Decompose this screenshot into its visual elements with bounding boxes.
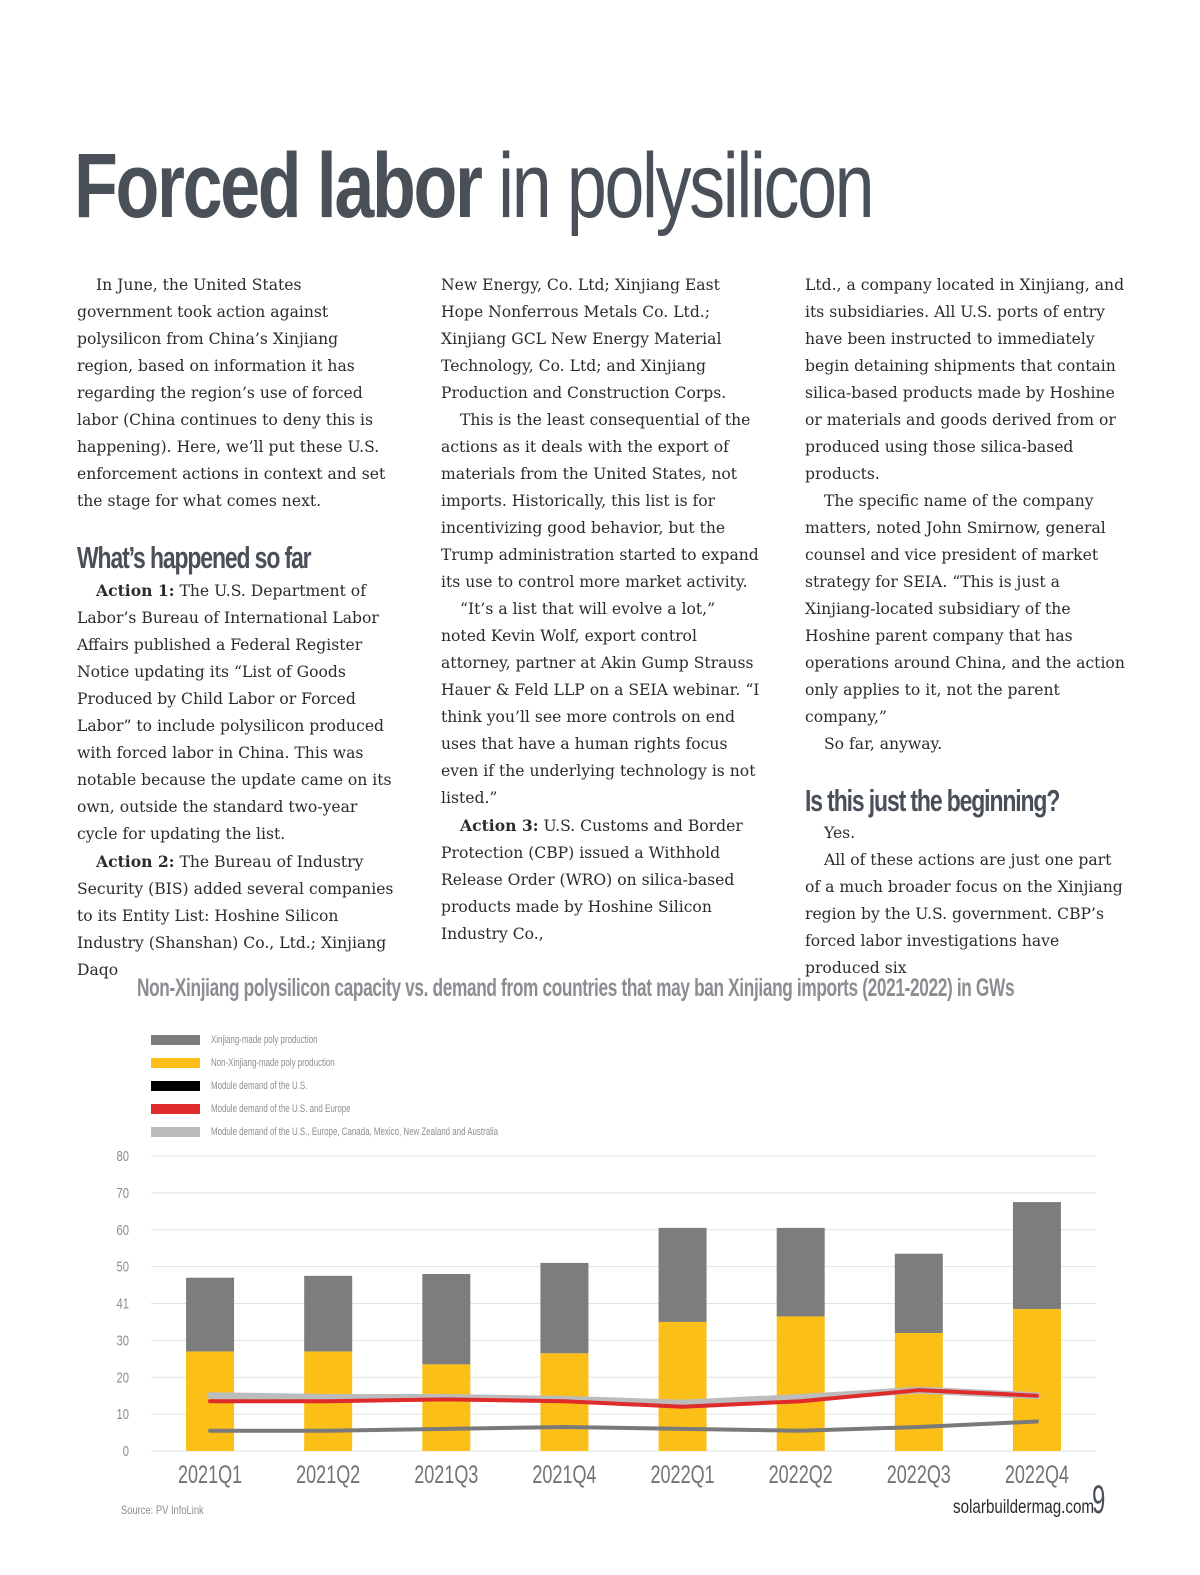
- bar-xinjiang: [895, 1254, 943, 1333]
- chart-source: Source: PV InfoLink: [121, 1503, 204, 1517]
- x-category-label: 2022Q4: [1004, 1460, 1069, 1489]
- bar-non-xinjiang: [186, 1351, 234, 1451]
- legend-swatch: [151, 1058, 200, 1068]
- legend-swatch: [151, 1104, 200, 1114]
- action-label: Action 2:: [96, 852, 175, 871]
- x-category-label: 2021Q1: [178, 1460, 243, 1489]
- bar-non-xinjiang: [895, 1333, 943, 1451]
- x-category-label: 2021Q4: [532, 1460, 597, 1489]
- line-module-demand-us: [210, 1422, 1037, 1431]
- paragraph: Yes.: [824, 824, 856, 842]
- y-tick-label: 41: [116, 1294, 129, 1312]
- action-text: The U.S. Department of Labor’s Bureau of International Labor Affairs published a Federal Register Notice updating its “List of Goods Produced by Child Labor or Forced Labor” to include polysilicon produced with forced labor in China. This was notable because the update came on its own, outside the standard two-year cycle for updating the list.: [77, 582, 392, 843]
- bar-non-xinjiang: [659, 1322, 707, 1451]
- paragraph: This is the least consequential of the actions as it deals with the export of materials from the United States, not imports. Historically, this list is for incentivizing good behavior, but the Trump administration started to expand its use to control more market activity.: [441, 411, 759, 591]
- paragraph: So far, anyway.: [824, 735, 943, 753]
- bar-xinjiang: [304, 1276, 352, 1352]
- y-tick-label: 70: [116, 1184, 129, 1202]
- subhead-beginning: Is this just the beginning?: [805, 783, 1060, 818]
- bar-non-xinjiang: [1013, 1309, 1061, 1451]
- headline-light: in polysilicon: [480, 135, 873, 237]
- legend-label: Module demand of the U.S.: [211, 1080, 308, 1092]
- page-number: 9: [1092, 1478, 1106, 1522]
- legend-label: Module demand of the U.S., Europe, Canada, Mexico, New Zealand and Australia: [211, 1126, 499, 1138]
- paragraph: New Energy, Co. Ltd; Xinjiang East Hope Nonferrous Metals Co. Ltd.; Xinjiang GCL New Energy Material Technology, Co. Ltd; and Xinjiang Production and Construction Corps.: [441, 276, 727, 402]
- paragraph-action-1: [77, 577, 399, 848]
- action-label: Action 1:: [96, 581, 175, 600]
- line-module-demand-us-europe: [210, 1390, 1037, 1407]
- bar-xinjiang: [422, 1274, 470, 1364]
- legend-swatch: [151, 1081, 200, 1091]
- bar-xinjiang: [186, 1278, 234, 1352]
- paragraph: The specific name of the company matters, noted John Smirnow, general counsel and vice president of market strategy for SEIA. “This is just a Xinjiang-located subsidiary of the Hoshine parent company that has operations around China, and the action only applies to it, not the parent company,”: [805, 492, 1125, 726]
- article-column-1: [77, 272, 399, 984]
- legend-swatch: [151, 1127, 200, 1137]
- y-tick-label: 20: [116, 1368, 129, 1386]
- action-text: The Bureau of Industry Security (BIS) added several companies to its Entity List: Hoshine Silicon Industry (Shanshan) Co., Ltd.; Xinjiang Daqo: [77, 853, 394, 979]
- bar-xinjiang: [777, 1228, 825, 1317]
- bar-xinjiang: [659, 1228, 707, 1322]
- y-tick-label: 80: [116, 1147, 129, 1165]
- paragraph: “It’s a list that will evolve a lot,” noted Kevin Wolf, export control attorney, partner at Akin Gump Strauss Hauer & Feld LLP on a SEIA webinar. “I think you’ll see more controls on end uses that have a human rights focus even if the underlying technology is not listed.”: [441, 600, 760, 807]
- chart-title: Non-Xinjiang polysilicon capacity vs. demand from countries that may ban Xinjiang imports (2021-2022) in GWs: [137, 974, 1015, 1002]
- legend-label: Module demand of the U.S. and Europe: [211, 1103, 351, 1115]
- bar-xinjiang: [540, 1263, 588, 1353]
- x-category-label: 2021Q3: [414, 1460, 479, 1489]
- bar-non-xinjiang: [304, 1351, 352, 1451]
- y-tick-label: 60: [116, 1221, 129, 1239]
- x-category-label: 2022Q3: [886, 1460, 951, 1489]
- y-tick-label: 0: [122, 1442, 129, 1460]
- x-category-label: 2022Q1: [650, 1460, 715, 1489]
- subhead-what-happened: What’s happened so far: [77, 540, 311, 575]
- legend-label: Xinjiang-made poly production: [211, 1034, 318, 1046]
- article-headline: [74, 135, 873, 237]
- paragraph: In June, the United States government took action against polysilicon from China’s Xinjiang region, based on information it has regarding the region’s use of forced labor (China continues to deny this is happening). Here, we’ll put these U.S. enforcement actions in context and set the stage for what comes next.: [77, 276, 386, 510]
- line-module-demand-extended: [210, 1390, 1037, 1403]
- legend-label: Non-Xinjiang-made poly production: [211, 1057, 335, 1069]
- bar-xinjiang: [1013, 1202, 1061, 1309]
- article-column-3: [805, 272, 1127, 982]
- x-category-label: 2022Q2: [768, 1460, 833, 1489]
- x-category-label: 2021Q2: [296, 1460, 361, 1489]
- site-url: solarbuildermag.com: [953, 1497, 1095, 1518]
- headline-bold: Forced labor: [74, 135, 481, 237]
- y-tick-label: 10: [116, 1405, 129, 1423]
- y-tick-label: 50: [116, 1258, 129, 1276]
- bar-non-xinjiang: [777, 1316, 825, 1451]
- y-tick-label: 30: [116, 1331, 129, 1349]
- paragraph: Ltd., a company located in Xinjiang, and its subsidiaries. All U.S. ports of entry have been instructed to immediately begin detaining shipments that contain silica-based products made by Hoshine or materials and goods derived from or produced using those silica-based products.: [805, 276, 1125, 483]
- paragraph-action-3: [441, 812, 763, 948]
- action-text: U.S. Customs and Border Protection (CBP) issued a Withhold Release Order (WRO) on silica-based products made by Hoshine Silicon Industry Co.,: [441, 817, 743, 943]
- action-label: Action 3:: [460, 816, 539, 835]
- legend-swatch: [151, 1035, 200, 1045]
- bar-non-xinjiang: [540, 1353, 588, 1451]
- bar-non-xinjiang: [422, 1364, 470, 1451]
- paragraph-action-2: [77, 848, 399, 984]
- paragraph: All of these actions are just one part of a much broader focus on the Xinjiang region by the U.S. government. CBP’s forced labor investigations have produced six: [805, 851, 1123, 977]
- article-column-2: [441, 272, 763, 948]
